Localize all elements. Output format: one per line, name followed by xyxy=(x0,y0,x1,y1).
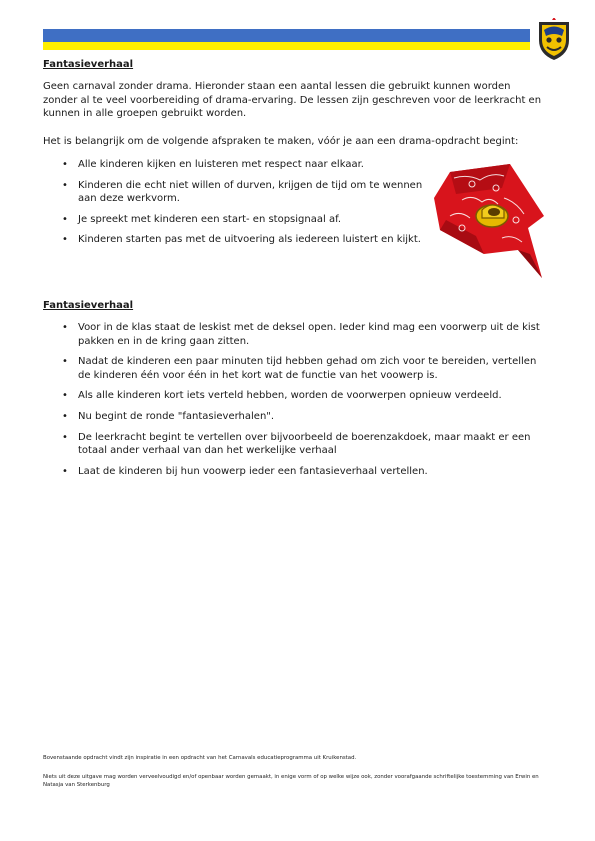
list-item: • Kinderen die echt niet willen of durven, krijgen de tijd om te wennen aan deze werkvorm. xyxy=(62,179,432,206)
header-band-blue xyxy=(43,29,530,42)
carnival-shield-logo-icon xyxy=(536,18,572,62)
footer-copyright-note: Niets uit deze uitgave mag worden verveelvoudigd en/of openbaar worden gemaakt, in enige vorm of op welke wijze ook, zonder voorafgaande schriftelijke toestemming van Erwin en Natasja van Sterkenburg xyxy=(43,774,539,788)
intro-paragraph: Geen carnaval zonder drama. Hieronder staan een aantal lessen die gebruikt kunnen worden zonder al te veel voorbereiding of drama-ervaring. De lessen zijn geschreven voor de leerkracht en kunnen in alle groepen gebruikt worden. xyxy=(43,81,542,120)
steps-list xyxy=(62,321,542,478)
section-heading-1: Fantasieverhaal xyxy=(43,59,134,70)
agreements-list xyxy=(62,158,432,247)
list-item: • Als alle kinderen kort iets verteld hebben, worden de voorwerpen opnieuw verdeeld. xyxy=(62,389,542,403)
list-item: • Nadat de kinderen een paar minuten tijd hebben gehad om zich voor te bereiden, vertellen de kinderen één voor één in het kort wat de functie van het voowerp is. xyxy=(62,355,542,382)
section-heading-2: Fantasieverhaal xyxy=(43,300,134,311)
footer-inspiration-note: Bovenstaande opdracht vindt zijn inspiratie in een opdracht van het Carnavals educatieprogramma uit Kruikenstad. xyxy=(43,755,357,761)
handkerchief-clog-illustration-icon xyxy=(432,158,547,280)
header-band-yellow xyxy=(43,42,530,50)
list-item: • Laat de kinderen bij hun voowerp ieder een fantasieverhaal vertellen. xyxy=(62,465,542,479)
list-item: • Alle kinderen kijken en luisteren met respect naar elkaar. xyxy=(62,158,432,172)
list-item: • De leerkracht begint te vertellen over bijvoorbeeld de boerenzakdoek, maar maakt er een totaal ander verhaal van dan het werkelijke verhaal xyxy=(62,431,542,458)
list-item: • Nu begint de ronde "fantasieverhalen". xyxy=(62,410,542,424)
agreements-intro: Het is belangrijk om de volgende afspraken te maken, vóór je aan een drama-opdracht begint: xyxy=(43,136,519,147)
list-item: • Kinderen starten pas met de uitvoering als iedereen luistert en kijkt. xyxy=(62,233,432,247)
list-item: • Voor in de klas staat de leskist met de deksel open. Ieder kind mag een voorwerp uit de kist pakken en in de kring gaan zitten. xyxy=(62,321,542,348)
list-item: • Je spreekt met kinderen een start- en stopsignaal af. xyxy=(62,213,432,227)
